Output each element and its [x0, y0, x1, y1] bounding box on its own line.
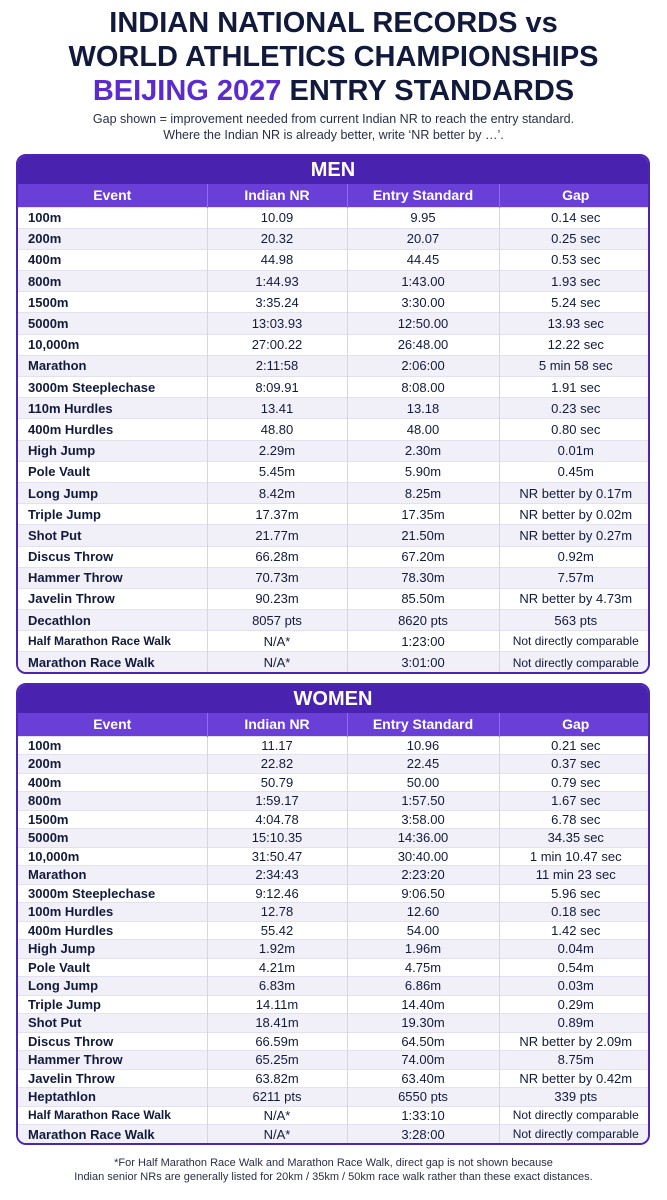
- table-row: [18, 334, 650, 355]
- gap-cell: 0.89m: [499, 1014, 650, 1033]
- table-row: [18, 461, 650, 482]
- indian-nr-cell: 65.25m: [207, 1051, 347, 1070]
- entry-standard-cell: 67.20m: [347, 546, 499, 567]
- gap-cell: Not directly comparable: [499, 631, 650, 652]
- table-row: [18, 829, 650, 848]
- indian-nr-cell: 4.21m: [207, 958, 347, 977]
- indian-nr-cell: 70.73m: [207, 567, 347, 588]
- table-row: [18, 440, 650, 461]
- entry-standard-cell: 14:36.00: [347, 829, 499, 848]
- indian-nr-cell: 8.42m: [207, 482, 347, 503]
- entry-standard-cell: 12:50.00: [347, 313, 499, 334]
- table-row: [18, 631, 650, 652]
- entry-standard-cell: 20.07: [347, 228, 499, 249]
- gap-cell: 0.29m: [499, 995, 650, 1014]
- indian-nr-cell: 22.82: [207, 755, 347, 774]
- table-row: [18, 884, 650, 903]
- entry-standard-cell: 64.50m: [347, 1032, 499, 1051]
- event-cell: Javelin Throw: [18, 588, 207, 609]
- event-cell: 3000m Steeplechase: [18, 377, 207, 398]
- entry-standard-cell: 30:40.00: [347, 847, 499, 866]
- indian-nr-cell: 18.41m: [207, 1014, 347, 1033]
- entry-standard-cell: 1:43.00: [347, 271, 499, 292]
- table-row: [18, 921, 650, 940]
- indian-nr-cell: 44.98: [207, 249, 347, 270]
- column-header-gap: Gap: [499, 713, 650, 736]
- event-cell: 800m: [18, 271, 207, 292]
- indian-nr-cell: 4:04.78: [207, 810, 347, 829]
- entry-standard-cell: 3:01:00: [347, 652, 499, 673]
- entry-standard-cell: 26:48.00: [347, 334, 499, 355]
- table-row: [18, 588, 650, 609]
- women-table: [18, 713, 650, 1143]
- table-row: [18, 903, 650, 922]
- gap-cell: 0.25 sec: [499, 228, 650, 249]
- indian-nr-cell: 1.92m: [207, 940, 347, 959]
- gap-cell: NR better by 2.09m: [499, 1032, 650, 1051]
- table-row: [18, 271, 650, 292]
- event-cell: 10,000m: [18, 334, 207, 355]
- entry-standard-cell: 44.45: [347, 249, 499, 270]
- event-cell: 1500m: [18, 810, 207, 829]
- event-cell: Triple Jump: [18, 504, 207, 525]
- gap-cell: 0.37 sec: [499, 755, 650, 774]
- gap-cell: 0.18 sec: [499, 903, 650, 922]
- gap-cell: 1.91 sec: [499, 377, 650, 398]
- table-row: [18, 958, 650, 977]
- footnote-line-2: Indian senior NRs are generally listed for 20km / 35km / 50km race walk rather than these exact distances.: [74, 1171, 593, 1183]
- event-cell: Discus Throw: [18, 1032, 207, 1051]
- gap-cell: Not directly comparable: [499, 1106, 650, 1125]
- entry-standard-cell: 14.40m: [347, 995, 499, 1014]
- table-row: [18, 847, 650, 866]
- table-row: [18, 377, 650, 398]
- event-cell: 400m Hurdles: [18, 921, 207, 940]
- column-header-event: Event: [18, 184, 207, 207]
- gap-cell: NR better by 0.27m: [499, 525, 650, 546]
- indian-nr-cell: 66.59m: [207, 1032, 347, 1051]
- gap-cell: 0.21 sec: [499, 736, 650, 755]
- gap-cell: 0.54m: [499, 958, 650, 977]
- indian-nr-cell: 12.78: [207, 903, 347, 922]
- entry-standard-cell: 54.00: [347, 921, 499, 940]
- gap-cell: 1 min 10.47 sec: [499, 847, 650, 866]
- table-row: [18, 755, 650, 774]
- column-header-event: Event: [18, 713, 207, 736]
- gap-cell: 7.57m: [499, 567, 650, 588]
- gap-cell: 0.03m: [499, 977, 650, 996]
- table-row: [18, 1014, 650, 1033]
- entry-standard-cell: 6.86m: [347, 977, 499, 996]
- indian-nr-cell: 1:59.17: [207, 792, 347, 811]
- table-row: [18, 1088, 650, 1107]
- indian-nr-cell: 6211 pts: [207, 1088, 347, 1107]
- gap-cell: 12.22 sec: [499, 334, 650, 355]
- entry-standard-cell: 21.50m: [347, 525, 499, 546]
- indian-nr-cell: 20.32: [207, 228, 347, 249]
- event-cell: Hammer Throw: [18, 1051, 207, 1070]
- column-header-entry-standard: Entry Standard: [347, 713, 499, 736]
- title-accent: BEIJING 2027: [92, 75, 282, 107]
- gap-cell: 1.93 sec: [499, 271, 650, 292]
- table-row: [18, 313, 650, 334]
- entry-standard-cell: 50.00: [347, 773, 499, 792]
- entry-standard-cell: 8.25m: [347, 482, 499, 503]
- entry-standard-cell: 13.18: [347, 398, 499, 419]
- men-table-body: [18, 207, 650, 673]
- indian-nr-cell: 48.80: [207, 419, 347, 440]
- indian-nr-cell: N/A*: [207, 631, 347, 652]
- event-cell: Javelin Throw: [18, 1069, 207, 1088]
- gap-cell: 5.96 sec: [499, 884, 650, 903]
- table-row: [18, 652, 650, 673]
- indian-nr-cell: 55.42: [207, 921, 347, 940]
- event-cell: Triple Jump: [18, 995, 207, 1014]
- indian-nr-cell: 90.23m: [207, 588, 347, 609]
- table-row: [18, 567, 650, 588]
- entry-standard-cell: 3:30.00: [347, 292, 499, 313]
- gap-cell: 0.79 sec: [499, 773, 650, 792]
- event-cell: 100m: [18, 736, 207, 755]
- indian-nr-cell: 9:12.46: [207, 884, 347, 903]
- indian-nr-cell: 10.09: [207, 207, 347, 228]
- subtitle-line-2: Where the Indian NR is already better, write ‘NR better by …’.: [163, 128, 504, 142]
- event-cell: Marathon Race Walk: [18, 1125, 207, 1144]
- title-block: [0, 0, 667, 143]
- gap-cell: NR better by 0.42m: [499, 1069, 650, 1088]
- indian-nr-cell: 2.29m: [207, 440, 347, 461]
- indian-nr-cell: 50.79: [207, 773, 347, 792]
- entry-standard-cell: 9:06.50: [347, 884, 499, 903]
- gap-cell: Not directly comparable: [499, 1125, 650, 1144]
- entry-standard-cell: 3:28:00: [347, 1125, 499, 1144]
- entry-standard-cell: 63.40m: [347, 1069, 499, 1088]
- event-cell: 400m: [18, 249, 207, 270]
- indian-nr-cell: 66.28m: [207, 546, 347, 567]
- indian-nr-cell: 6.83m: [207, 977, 347, 996]
- entry-standard-cell: 8:08.00: [347, 377, 499, 398]
- table-row: [18, 995, 650, 1014]
- gap-cell: NR better by 0.02m: [499, 504, 650, 525]
- event-cell: 110m Hurdles: [18, 398, 207, 419]
- entry-standard-cell: 1:23:00: [347, 631, 499, 652]
- column-header-indian-nr: Indian NR: [207, 713, 347, 736]
- event-cell: Hammer Throw: [18, 567, 207, 588]
- event-cell: 400m Hurdles: [18, 419, 207, 440]
- table-row: [18, 546, 650, 567]
- event-cell: Pole Vault: [18, 461, 207, 482]
- indian-nr-cell: 2:11:58: [207, 355, 347, 376]
- footnote: [0, 1156, 667, 1184]
- table-row: [18, 504, 650, 525]
- entry-standard-cell: 8620 pts: [347, 610, 499, 631]
- gap-cell: 0.92m: [499, 546, 650, 567]
- entry-standard-cell: 4.75m: [347, 958, 499, 977]
- gap-cell: 5 min 58 sec: [499, 355, 650, 376]
- column-header-indian-nr: Indian NR: [207, 184, 347, 207]
- indian-nr-cell: 13:03.93: [207, 313, 347, 334]
- entry-standard-cell: 74.00m: [347, 1051, 499, 1070]
- indian-nr-cell: N/A*: [207, 1106, 347, 1125]
- entry-standard-cell: 22.45: [347, 755, 499, 774]
- event-cell: 800m: [18, 792, 207, 811]
- indian-nr-cell: 11.17: [207, 736, 347, 755]
- table-row: [18, 773, 650, 792]
- entry-standard-cell: 10.96: [347, 736, 499, 755]
- entry-standard-cell: 78.30m: [347, 567, 499, 588]
- indian-nr-cell: 27:00.22: [207, 334, 347, 355]
- table-row: [18, 228, 650, 249]
- gap-cell: 1.67 sec: [499, 792, 650, 811]
- indian-nr-cell: 63.82m: [207, 1069, 347, 1088]
- gap-cell: NR better by 0.17m: [499, 482, 650, 503]
- event-cell: Marathon Race Walk: [18, 652, 207, 673]
- table-row: [18, 419, 650, 440]
- entry-standard-cell: 2.30m: [347, 440, 499, 461]
- gap-cell: 0.04m: [499, 940, 650, 959]
- table-row: [18, 398, 650, 419]
- gap-cell: 563 pts: [499, 610, 650, 631]
- women-header-row: [18, 713, 650, 736]
- indian-nr-cell: N/A*: [207, 1125, 347, 1144]
- women-section-heading: WOMEN: [18, 685, 648, 713]
- event-cell: 5000m: [18, 829, 207, 848]
- indian-nr-cell: 8057 pts: [207, 610, 347, 631]
- table-row: [18, 482, 650, 503]
- table-row: [18, 866, 650, 885]
- table-row: [18, 292, 650, 313]
- title-line-3: [0, 74, 667, 108]
- table-row: [18, 1051, 650, 1070]
- table-row: [18, 940, 650, 959]
- event-cell: High Jump: [18, 940, 207, 959]
- table-row: [18, 1106, 650, 1125]
- entry-standard-cell: 9.95: [347, 207, 499, 228]
- indian-nr-cell: 1:44.93: [207, 271, 347, 292]
- gap-cell: 5.24 sec: [499, 292, 650, 313]
- title-line-2: WORLD ATHLETICS CHAMPIONSHIPS: [68, 41, 599, 73]
- event-cell: 1500m: [18, 292, 207, 313]
- gap-cell: 1.42 sec: [499, 921, 650, 940]
- event-cell: 200m: [18, 228, 207, 249]
- event-cell: Half Marathon Race Walk: [18, 1106, 207, 1125]
- title-line-3-rest: ENTRY STANDARDS: [281, 75, 575, 107]
- gap-cell: 0.80 sec: [499, 419, 650, 440]
- table-row: [18, 610, 650, 631]
- indian-nr-cell: N/A*: [207, 652, 347, 673]
- table-row: [18, 525, 650, 546]
- table-row: [18, 810, 650, 829]
- entry-standard-cell: 12.60: [347, 903, 499, 922]
- event-cell: Long Jump: [18, 977, 207, 996]
- gap-cell: NR better by 4.73m: [499, 588, 650, 609]
- entry-standard-cell: 6550 pts: [347, 1088, 499, 1107]
- women-section: [16, 683, 650, 1145]
- event-cell: High Jump: [18, 440, 207, 461]
- gap-cell: 0.23 sec: [499, 398, 650, 419]
- event-cell: Pole Vault: [18, 958, 207, 977]
- entry-standard-cell: 1.96m: [347, 940, 499, 959]
- gap-cell: 11 min 23 sec: [499, 866, 650, 885]
- gap-cell: 0.45m: [499, 461, 650, 482]
- gap-cell: 0.01m: [499, 440, 650, 461]
- gap-cell: Not directly comparable: [499, 652, 650, 673]
- footnote-line-1: *For Half Marathon Race Walk and Marathon Race Walk, direct gap is not shown because: [114, 1157, 553, 1169]
- indian-nr-cell: 21.77m: [207, 525, 347, 546]
- event-cell: 5000m: [18, 313, 207, 334]
- gap-cell: 0.53 sec: [499, 249, 650, 270]
- men-section: [16, 154, 650, 674]
- entry-standard-cell: 1:33:10: [347, 1106, 499, 1125]
- entry-standard-cell: 5.90m: [347, 461, 499, 482]
- indian-nr-cell: 15:10.35: [207, 829, 347, 848]
- men-section-heading: MEN: [18, 156, 648, 184]
- entry-standard-cell: 48.00: [347, 419, 499, 440]
- table-row: [18, 792, 650, 811]
- entry-standard-cell: 3:58.00: [347, 810, 499, 829]
- men-table: [18, 184, 650, 673]
- event-cell: 100m Hurdles: [18, 903, 207, 922]
- men-header-row: [18, 184, 650, 207]
- event-cell: Long Jump: [18, 482, 207, 503]
- event-cell: Heptathlon: [18, 1088, 207, 1107]
- table-row: [18, 249, 650, 270]
- entry-standard-cell: 1:57.50: [347, 792, 499, 811]
- event-cell: Marathon: [18, 866, 207, 885]
- gap-cell: 34.35 sec: [499, 829, 650, 848]
- entry-standard-cell: 85.50m: [347, 588, 499, 609]
- table-row: [18, 1125, 650, 1144]
- indian-nr-cell: 13.41: [207, 398, 347, 419]
- event-cell: 400m: [18, 773, 207, 792]
- indian-nr-cell: 14.11m: [207, 995, 347, 1014]
- title-line-1: INDIAN NATIONAL RECORDS vs: [109, 7, 558, 39]
- event-cell: Decathlon: [18, 610, 207, 631]
- table-row: [18, 355, 650, 376]
- entry-standard-cell: 17.35m: [347, 504, 499, 525]
- table-row: [18, 1069, 650, 1088]
- entry-standard-cell: 2:23:20: [347, 866, 499, 885]
- column-header-gap: Gap: [499, 184, 650, 207]
- table-row: [18, 736, 650, 755]
- indian-nr-cell: 31:50.47: [207, 847, 347, 866]
- indian-nr-cell: 2:34:43: [207, 866, 347, 885]
- gap-cell: 0.14 sec: [499, 207, 650, 228]
- entry-standard-cell: 19.30m: [347, 1014, 499, 1033]
- event-cell: Discus Throw: [18, 546, 207, 567]
- gap-cell: 6.78 sec: [499, 810, 650, 829]
- indian-nr-cell: 3:35.24: [207, 292, 347, 313]
- indian-nr-cell: 8:09.91: [207, 377, 347, 398]
- gap-cell: 339 pts: [499, 1088, 650, 1107]
- table-row: [18, 207, 650, 228]
- women-table-body: [18, 736, 650, 1143]
- event-cell: Shot Put: [18, 525, 207, 546]
- event-cell: Shot Put: [18, 1014, 207, 1033]
- subtitle: [0, 111, 667, 143]
- entry-standard-cell: 2:06:00: [347, 355, 499, 376]
- table-row: [18, 977, 650, 996]
- table-row: [18, 1032, 650, 1051]
- event-cell: 200m: [18, 755, 207, 774]
- event-cell: 10,000m: [18, 847, 207, 866]
- gap-cell: 13.93 sec: [499, 313, 650, 334]
- subtitle-line-1: Gap shown = improvement needed from current Indian NR to reach the entry standard.: [92, 112, 575, 126]
- indian-nr-cell: 17.37m: [207, 504, 347, 525]
- event-cell: Marathon: [18, 355, 207, 376]
- indian-nr-cell: 5.45m: [207, 461, 347, 482]
- column-header-entry-standard: Entry Standard: [347, 184, 499, 207]
- gap-cell: 8.75m: [499, 1051, 650, 1070]
- event-cell: Half Marathon Race Walk: [18, 631, 207, 652]
- event-cell: 3000m Steeplechase: [18, 884, 207, 903]
- event-cell: 100m: [18, 207, 207, 228]
